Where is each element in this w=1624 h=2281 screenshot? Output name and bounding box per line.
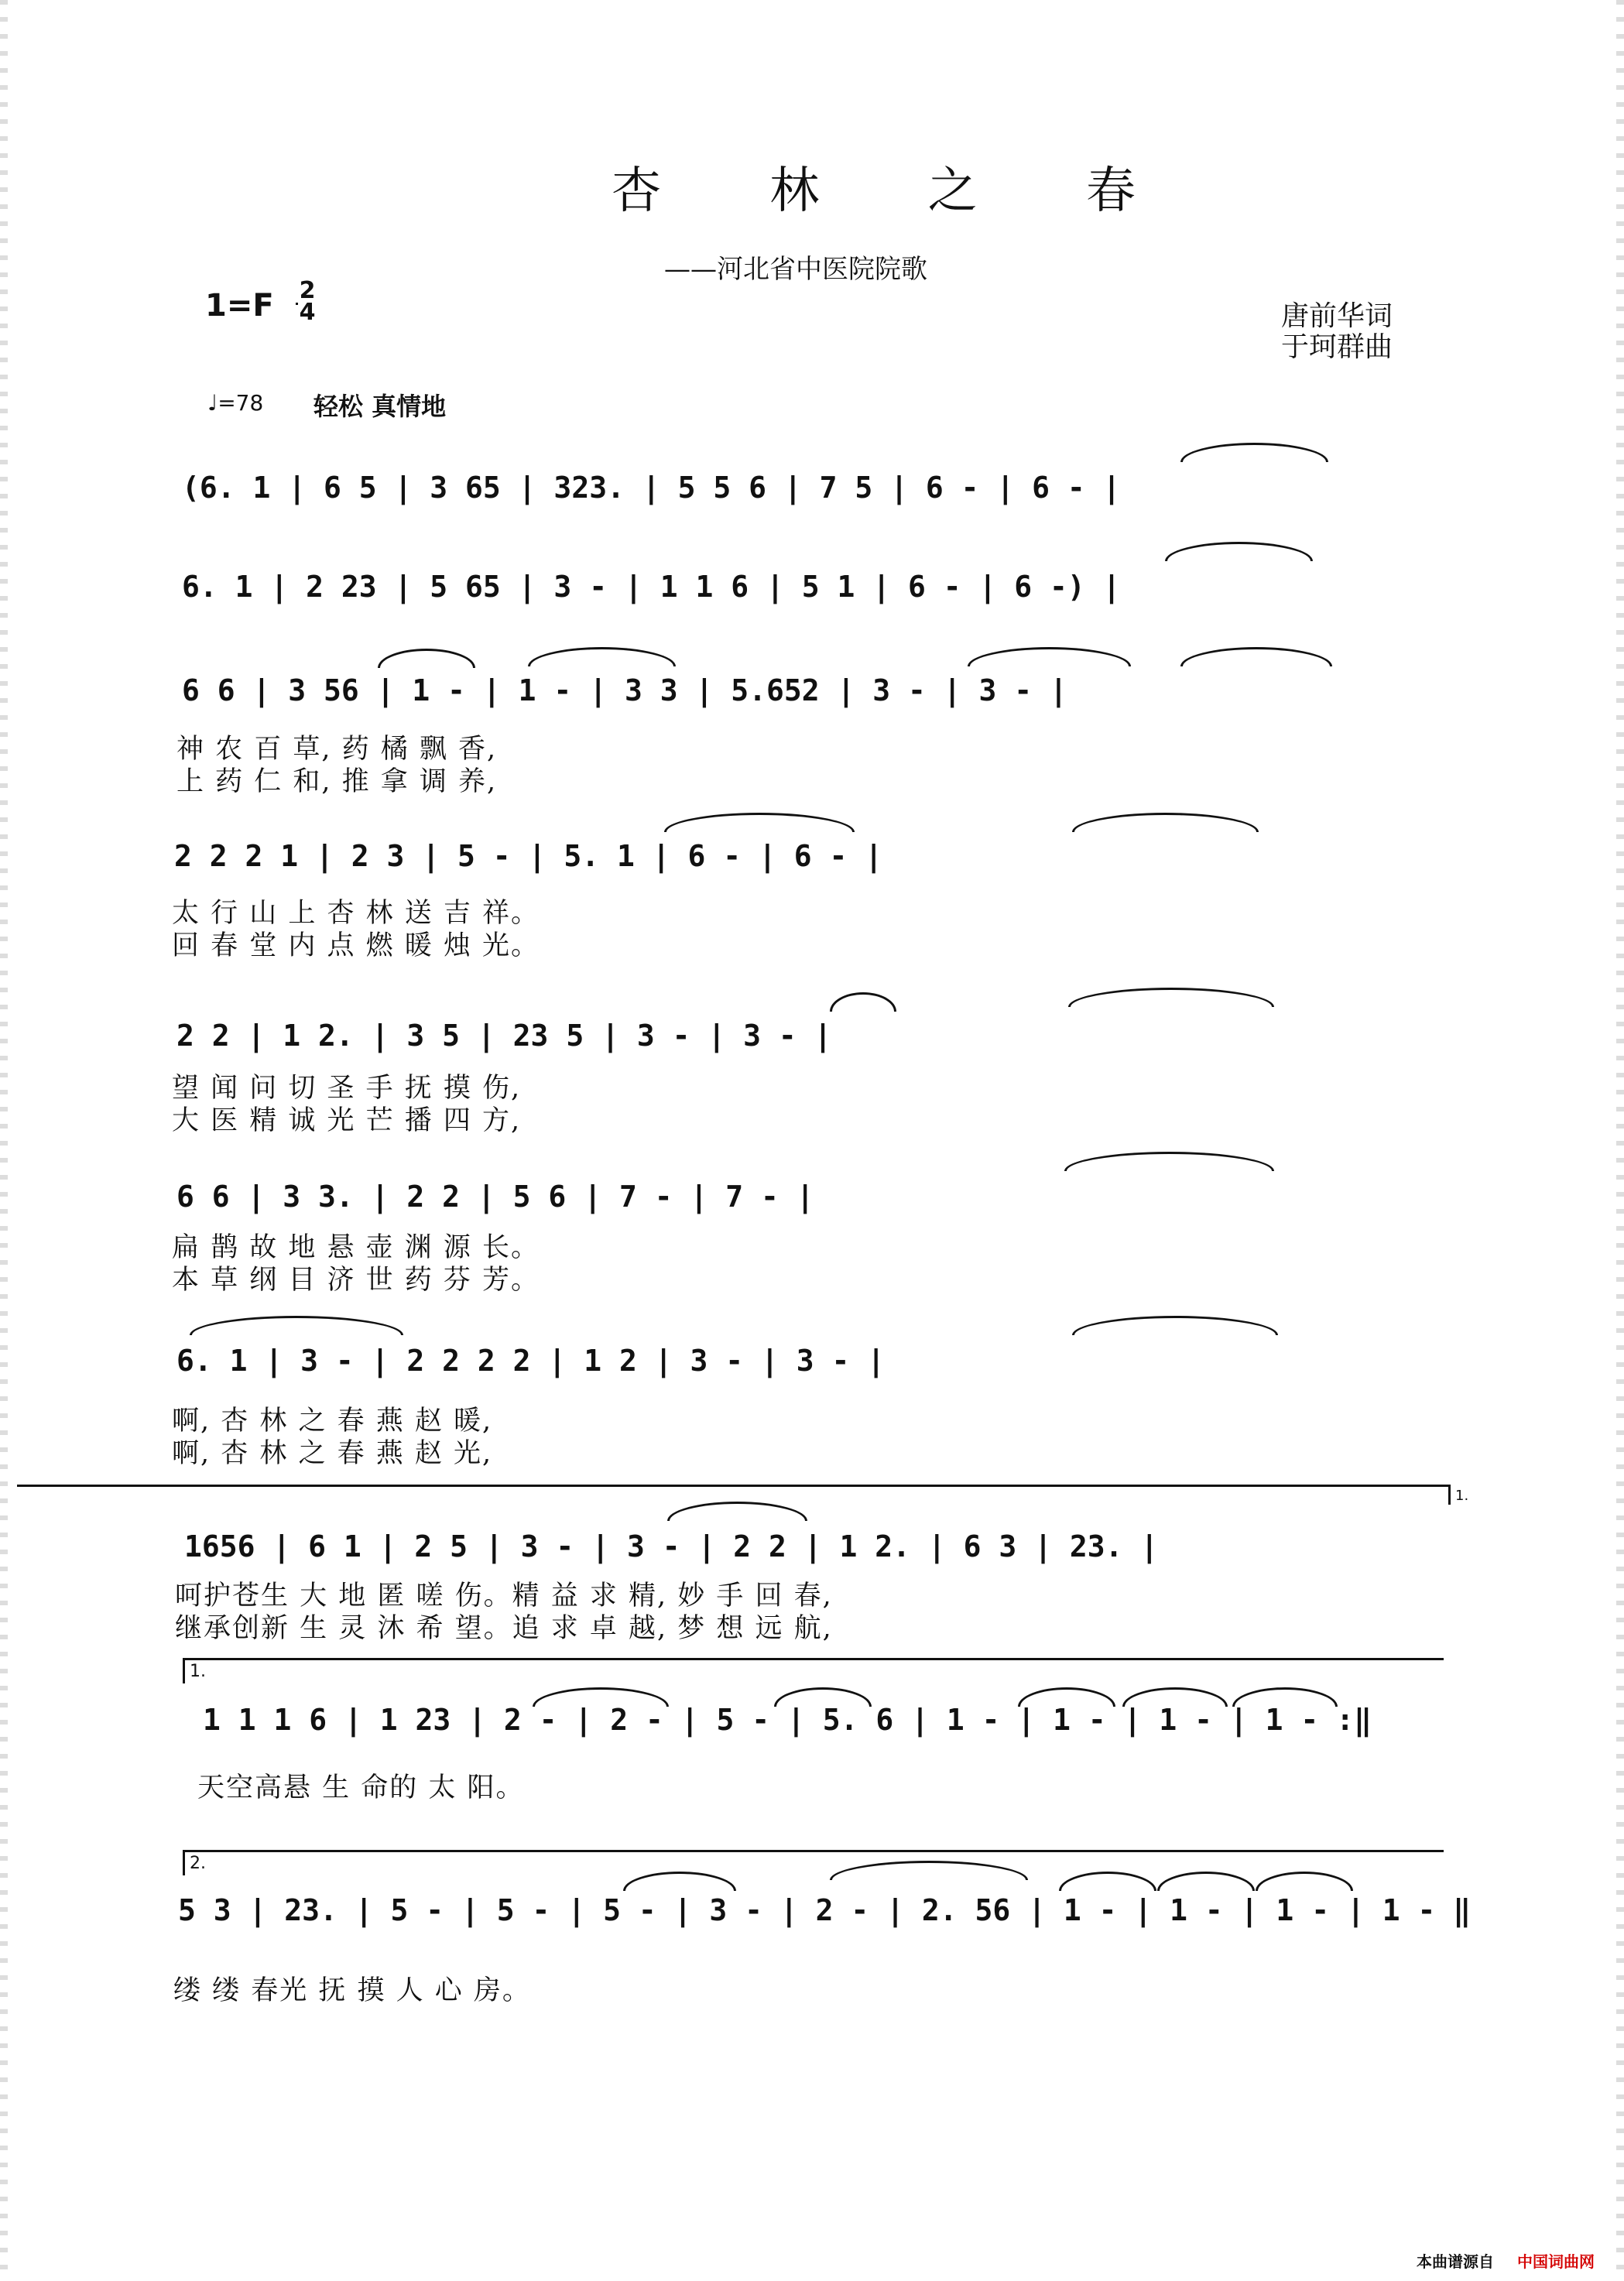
lyrics-line-6b: 本 草 纲 目 济 世 药 芬 芳。 <box>172 1265 540 1296</box>
lyrics-line-6a: 扁 鹊 故 地 悬 壶 渊 源 长。 <box>172 1232 540 1263</box>
lyrics-line-8a: 呵护苍生 大 地 匿 嗟 伤。精 益 求 精, 妙 手 回 春, <box>175 1581 833 1611</box>
right-watermark-strip <box>1616 0 1624 2281</box>
notation-line-9: 1 1 1 6 | 1 23 | 2 - | 2 - | 5 - | 5. 6 | 1 - | 1 - | 1 - | 1 - :‖ <box>203 1703 1372 1737</box>
slur <box>1165 542 1313 561</box>
divider-end-tick <box>1448 1485 1451 1505</box>
lyrics-line-3a: 神 农 百 草, 药 橘 飘 香, <box>176 734 498 765</box>
slur <box>830 992 896 1012</box>
lyrics-line-10: 缕 缕 春光 抚 摸 人 心 房。 <box>173 1975 531 2006</box>
footer-source-prefix: 本曲谱源自 <box>1417 2252 1494 2271</box>
song-title: 杏 林 之 春 <box>612 163 1183 220</box>
slur <box>378 649 475 668</box>
second-ending-bracket <box>183 1850 1444 1875</box>
notation-line-2: 6. 1 | 2 23 | 5 65 | 3 - | 1 1 6 | 5 1 | 6 - | 6 -) | <box>182 570 1121 604</box>
slur <box>528 647 676 666</box>
lyrics-line-9: 天空高悬 生 命的 太 阳。 <box>197 1772 525 1803</box>
key-signature: 1=F <box>205 288 274 324</box>
notation-line-1: (6. 1 | 6 5 | 3 65 | 323. | 5 5 6 | 7 5 | 6 - | 6 - | <box>182 471 1121 505</box>
notation-line-3: 6 6 | 3 56 | 1 - | 1 - | 3 3 | 5.652 | 3 - | 3 - | <box>182 673 1067 707</box>
time-fraction-bar <box>296 303 298 305</box>
time-denominator: 4 <box>299 299 316 326</box>
slur <box>1068 988 1274 1007</box>
notation-line-6: 6 6 | 3 3. | 2 2 | 5 6 | 7 - | 7 - | <box>176 1180 814 1214</box>
slur <box>1072 813 1259 832</box>
lyrics-line-3b: 上 药 仁 和, 推 拿 调 养, <box>176 766 498 797</box>
second-ending-label: 2. <box>190 1854 206 1873</box>
left-watermark-strip <box>0 0 8 2281</box>
lyrics-line-5a: 望 闻 问 切 圣 手 抚 摸 伤, <box>172 1073 522 1104</box>
notation-line-4: 2 2 2 1 | 2 3 | 5 - | 5. 1 | 6 - | 6 - | <box>174 839 883 873</box>
footer-source-link[interactable]: 中国词曲网 <box>1517 2252 1595 2271</box>
lyrics-line-7a: 啊, 杏 林 之 春 燕 赵 暖, <box>172 1406 493 1437</box>
notation-line-5: 2 2 | 1 2. | 3 5 | 23 5 | 3 - | 3 - | <box>176 1019 832 1053</box>
slur <box>190 1316 403 1335</box>
expression-mark: 轻松 真情地 <box>313 392 447 421</box>
slur <box>664 813 855 832</box>
lyrics-line-5b: 大 医 精 诚 光 芒 播 四 方, <box>172 1105 522 1136</box>
section-divider <box>17 1485 1451 1487</box>
slur <box>1180 443 1328 462</box>
lyrics-line-4b: 回 春 堂 内 点 燃 暖 烛 光。 <box>172 930 540 961</box>
composer: 于珂群曲 <box>1281 331 1393 363</box>
tempo-mark: ♩=78 <box>207 390 264 416</box>
time-signature <box>296 277 319 326</box>
slur <box>1072 1316 1278 1335</box>
lyricist: 唐前华词 <box>1281 300 1393 332</box>
song-subtitle: ——河北省中医院院歌 <box>664 254 927 285</box>
first-ending-bracket <box>183 1658 1444 1683</box>
first-ending-label: 1. <box>190 1662 206 1681</box>
lyrics-line-8b: 继承创新 生 灵 沐 希 望。追 求 卓 越, 梦 想 远 航, <box>175 1613 833 1644</box>
slur <box>968 647 1131 666</box>
slur <box>667 1502 807 1521</box>
lyrics-line-4a: 太 行 山 上 杏 林 送 吉 祥。 <box>172 898 540 929</box>
notation-line-8: 1656 | 6 1 | 2 5 | 3 - | 3 - | 2 2 | 1 2. | 6 3 | 23. | <box>184 1529 1159 1563</box>
lyrics-line-7b: 啊, 杏 林 之 春 燕 赵 光, <box>172 1438 493 1469</box>
notation-line-10: 5 3 | 23. | 5 - | 5 - | 5 - | 3 - | 2 - | 2. 56 | 1 - | 1 - | 1 - | 1 - ‖ <box>178 1893 1472 1927</box>
time-numerator: 2 <box>299 277 316 304</box>
slur <box>1064 1152 1274 1171</box>
volta-marker: 1. <box>1455 1488 1469 1504</box>
slur <box>1180 647 1332 666</box>
notation-line-7: 6. 1 | 3 - | 2 2 2 2 | 1 2 | 3 - | 3 - | <box>176 1344 886 1378</box>
